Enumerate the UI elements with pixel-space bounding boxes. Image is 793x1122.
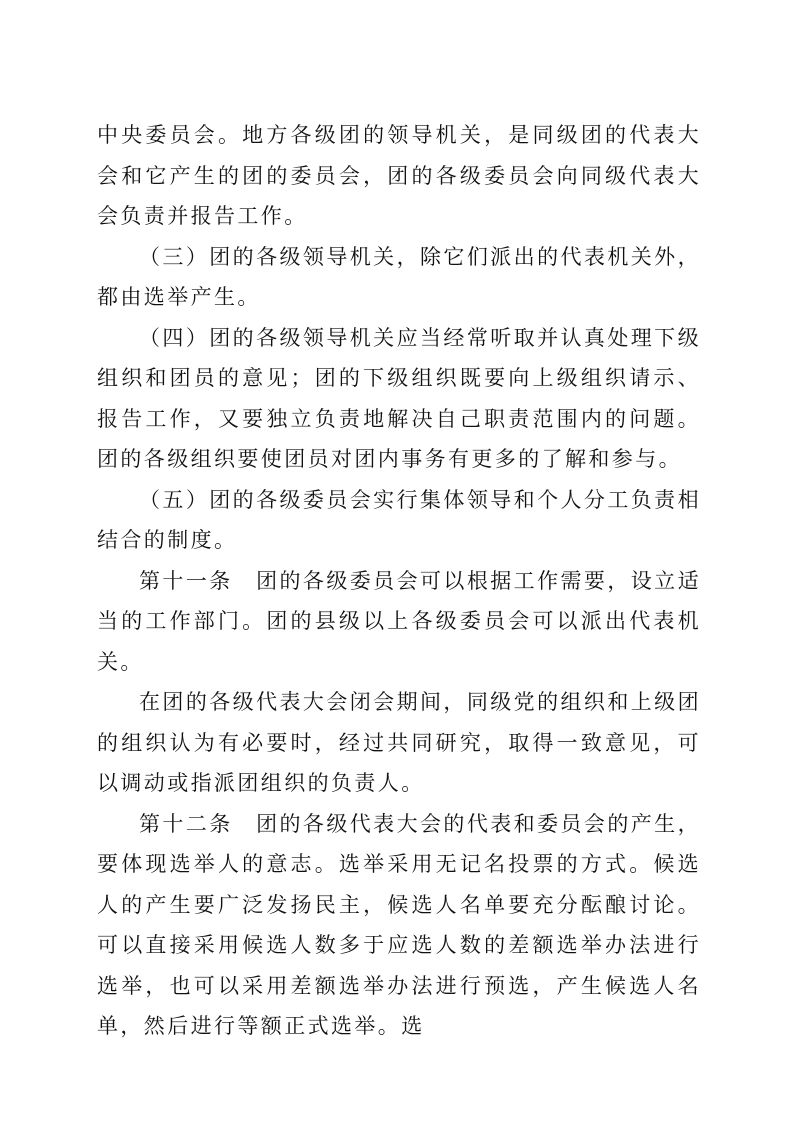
document-body xyxy=(97,115,701,1047)
paragraph-item-three: （三）团的各级领导机关，除它们派出的代表机关外，都由选举产生。 xyxy=(97,244,701,309)
paragraph-article-eleven: 第十一条 团的各级委员会可以根据工作需要，设立适当的工作部门。团的县级以上各级委员会可以派出代表机关。 xyxy=(97,568,701,674)
paragraph-article-eleven-clause: 在团的各级代表大会闭会期间，同级党的组织和上级团的组织认为有必要时，经过共同研究，取得一致意见，可以调动或指派团组织的负责人。 xyxy=(97,690,701,795)
paragraph-item-five: （五）团的各级委员会实行集体领导和个人分工负责相结合的制度。 xyxy=(97,487,701,552)
paragraph-continuation: 中央委员会。地方各级团的领导机关，是同级团的代表大会和它产生的团的委员会，团的各级委员会向同级代表大会负责并报告工作。 xyxy=(97,123,701,228)
paragraph-article-twelve: 第十二条 团的各级代表大会的代表和委员会的产生，要体现选举人的意志。选举采用无记名投票的方式。候选人的产生要广泛发扬民主，候选人名单要充分酝酿讨论。可以直接采用候选人数多于应选人数的差额选举办法进行选举，也可以采用差额选举办法进行预选，产生候选人名单，然后进行等额正式选举。选 xyxy=(97,811,701,1038)
paragraph-item-four: （四）团的各级领导机关应当经常听取并认真处理下级组织和团员的意见；团的下级组织既要向上级组织请示、报告工作，又要独立负责地解决自己职责范围内的问题。团的各级组织要使团员对团内事务有更多的了解和参与。 xyxy=(97,325,701,471)
